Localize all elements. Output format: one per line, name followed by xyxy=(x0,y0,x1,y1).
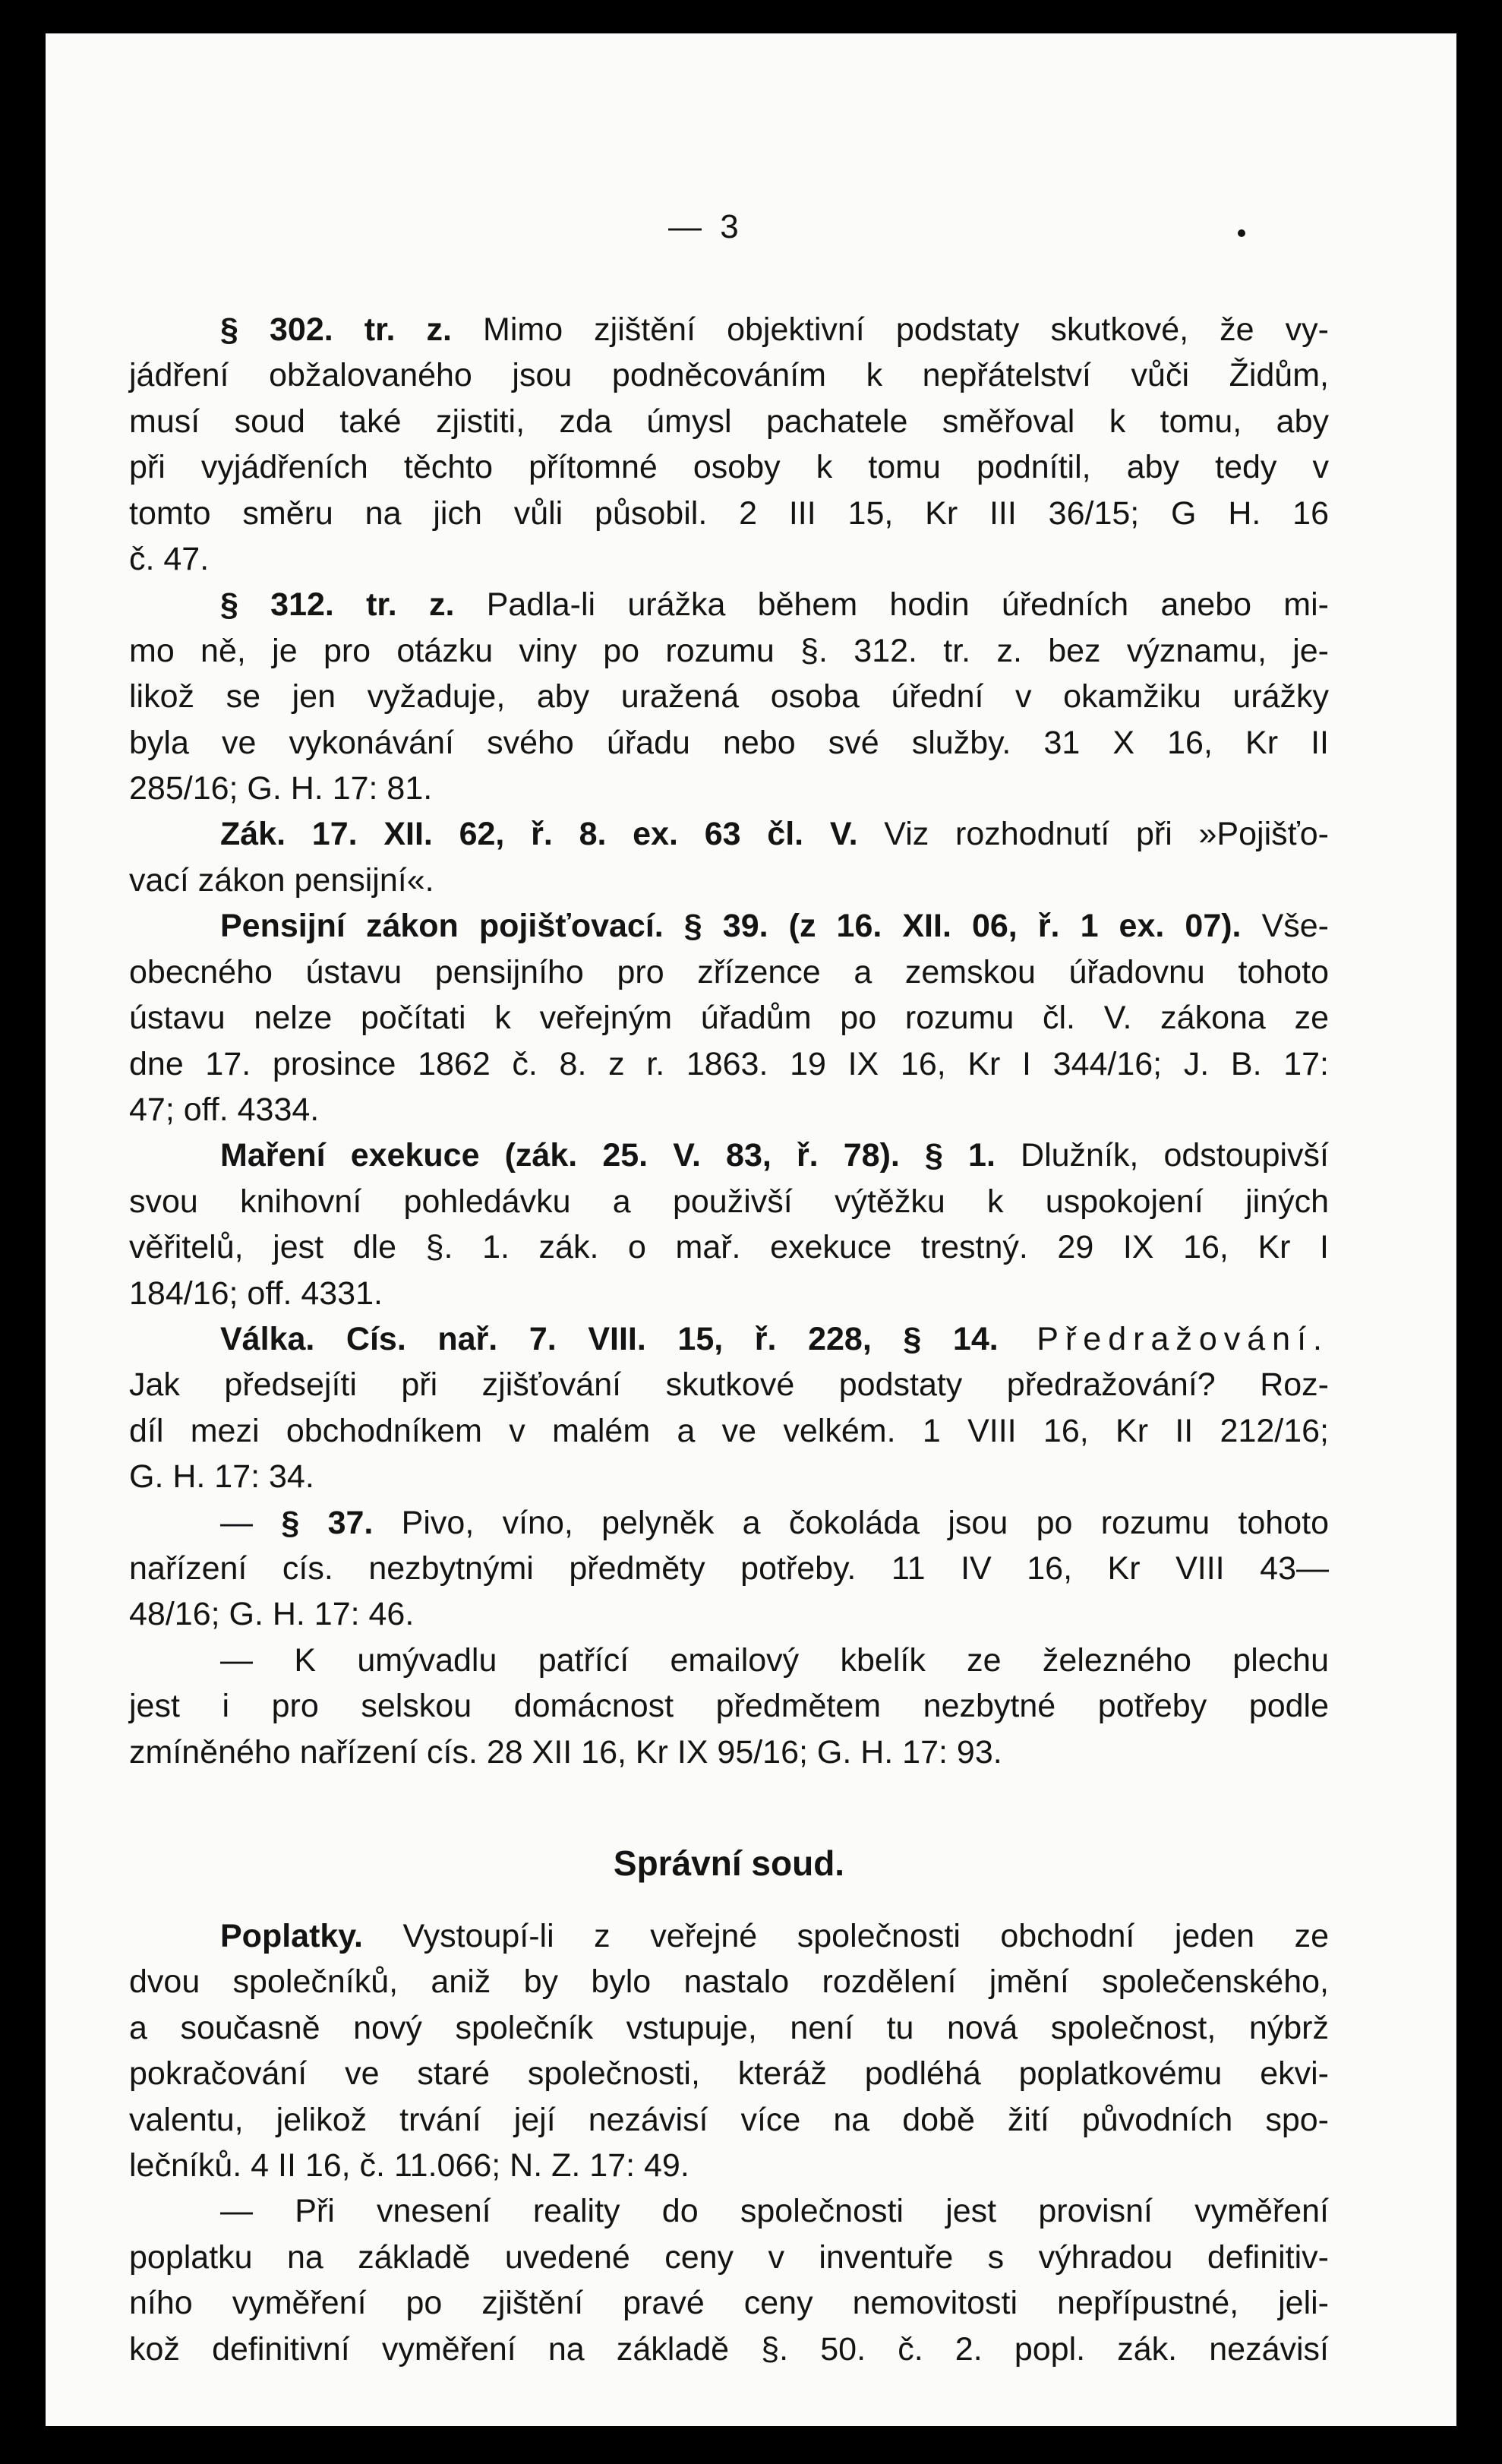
text-line xyxy=(129,2051,1329,2096)
bold-reference: § 312. tr. z. xyxy=(220,586,455,624)
text-line xyxy=(129,1730,1329,1775)
bold-reference: Maření exekuce (zák. 25. V. 83, ř. 78). § 1. xyxy=(220,1137,996,1174)
text-line xyxy=(129,1041,1329,1087)
text-line xyxy=(129,582,1329,627)
bold-reference: Pensijní zákon pojišťovací. § 39. (z 16. XII. 06, ř. 1 ex. 07). xyxy=(220,908,1242,945)
line-text: G. H. 17: 34. xyxy=(129,1458,314,1496)
ink-dot xyxy=(1238,229,1245,237)
line-text: valentu, jelikož trvání její nezávisí více na době žití původních spo- xyxy=(129,2101,1329,2138)
bold-reference: § 302. tr. z. xyxy=(220,311,452,348)
text-line xyxy=(129,1591,1329,1637)
text-line xyxy=(129,811,1329,857)
text-line xyxy=(129,720,1329,766)
line-text: mo ně, je pro otázku viny po rozumu §. 312. tr. z. bez významu, je- xyxy=(129,632,1329,669)
text-line xyxy=(129,1959,1329,2004)
line-text: poplatku na základě uvedené ceny v inventuře s výhradou definitiv- xyxy=(129,2238,1329,2276)
text-line xyxy=(129,949,1329,995)
line-text: obecného ústavu pensijního pro zřízence a zemskou úřadovnu tohoto xyxy=(129,953,1329,990)
text-line xyxy=(129,2097,1329,2143)
line-text: díl mezi obchodníkem v malém a ve velkém. 1 VIII 16, Kr II 212/16; xyxy=(129,1412,1329,1449)
line-text: kož definitivní vyměření na základě §. 50. č. 2. popl. zák. nezávisí xyxy=(129,2330,1329,2368)
criminal-law-entries xyxy=(129,307,1329,1775)
text-line xyxy=(129,1132,1329,1178)
line-text: dvou společníků, aniž by bylo nastalo rozdělení jmění společenského, xyxy=(129,1963,1329,2001)
line-text: pokračování ve staré společnosti, kteráž podléhá poplatkovému ekvi- xyxy=(129,2055,1329,2093)
line-text: č. 47. xyxy=(129,541,210,578)
line-text: — K umývadlu patřící emailový kbelík ze železného plechu xyxy=(220,1641,1329,1679)
text-line xyxy=(129,2280,1329,2326)
line-text: 184/16; off. 4331. xyxy=(129,1275,383,1312)
line-text: Pivo, víno, pelyněk a čokoláda jsou po rozumu tohoto xyxy=(373,1504,1329,1541)
line-text: zmíněného nařízení cís. 28 XII 16, Kr IX 95/16; G. H. 17: 93. xyxy=(129,1733,1002,1771)
text-line xyxy=(129,1271,1329,1316)
line-text: Vše- xyxy=(1241,908,1329,945)
scanned-page xyxy=(46,33,1456,2426)
text-line xyxy=(129,1454,1329,1499)
line-text: svou knihovní pohledávku a použivší výtěžku k uspokojení jiných xyxy=(129,1183,1329,1220)
bold-reference: Válka. Cís. nař. 7. VIII. 15, ř. 228, § 14. xyxy=(220,1320,999,1357)
line-text: a současně nový společník vstupuje, není tu nová společnost, nýbrž xyxy=(129,2009,1329,2046)
line-text: nařízení cís. nezbytnými předměty potřeby. 11 IV 16, Kr VIII 43— xyxy=(129,1549,1329,1587)
administrative-court-entries xyxy=(129,1913,1329,2372)
text-line xyxy=(129,352,1329,398)
text-line xyxy=(129,1179,1329,1224)
text-line xyxy=(129,1500,1329,1546)
text-line xyxy=(129,628,1329,674)
line-text: vací zákon pensijní«. xyxy=(129,861,434,899)
text-line xyxy=(129,536,1329,582)
text-line xyxy=(129,766,1329,811)
line-text: Padla-li urážka během hodin úředních anebo mi- xyxy=(454,586,1329,624)
line-text: jádření obžalovaného jsou podněcováním k nepřátelství vůči Židům, xyxy=(129,357,1329,394)
line-text: Dlužník, odstoupivší xyxy=(995,1137,1329,1174)
line-text: lečníků. 4 II 16, č. 11.066; N. Z. 17: 49. xyxy=(129,2147,689,2184)
text-line xyxy=(129,2188,1329,2234)
line-text: jest i pro selskou domácnost předmětem nezbytné potřeby podle xyxy=(129,1688,1329,1725)
text-line xyxy=(129,995,1329,1041)
text-line xyxy=(129,2005,1329,2051)
text-line xyxy=(129,444,1329,490)
text-line xyxy=(129,903,1329,949)
line-text: Předražování. xyxy=(998,1320,1329,1357)
line-text: byla ve vykonávání svého úřadu nebo své služby. 31 X 16, Kr II xyxy=(129,724,1329,761)
section-heading: Správní soud. xyxy=(613,1843,845,1883)
text-line xyxy=(129,674,1329,719)
text-line xyxy=(129,1683,1329,1729)
line-text: tomto směru na jich vůli působil. 2 III 15, Kr III 36/15; G H. 16 xyxy=(129,494,1329,532)
line-text: 285/16; G. H. 17: 81. xyxy=(129,770,433,807)
bold-reference: § 37. xyxy=(281,1504,374,1541)
line-text: Viz rozhodnutí při »Pojišťo- xyxy=(857,816,1329,853)
text-line xyxy=(129,2143,1329,2188)
line-text: Vystoupí-li z veřejné společnosti obchodní jeden ze xyxy=(362,1918,1329,1954)
line-text: Mimo zjištění objektivní podstaty skutkové, že vy- xyxy=(451,311,1329,348)
line-text: věřitelů, jest dle §. 1. zák. o mař. exekuce trestný. 29 IX 16, Kr I xyxy=(129,1229,1329,1266)
text-line xyxy=(129,1087,1329,1132)
line-text: 47; off. 4334. xyxy=(129,1091,320,1128)
line-text: Jak předsejíti při zjišťování skutkové podstaty předražování? Roz- xyxy=(129,1366,1329,1404)
text-line xyxy=(129,2327,1329,2372)
text-line xyxy=(129,1224,1329,1270)
text-line xyxy=(129,1362,1329,1407)
dash: — xyxy=(220,1504,282,1541)
page-body xyxy=(129,307,1329,2372)
line-text: musí soud také zjistiti, zda úmysl pachatele směřoval k tomu, aby xyxy=(129,403,1329,440)
line-text: dne 17. prosince 1862 č. 8. z r. 1863. 19 IX 16, Kr I 344/16; J. B. 17: xyxy=(129,1045,1329,1082)
text-line xyxy=(129,1316,1329,1362)
text-line xyxy=(129,1913,1329,1959)
line-text: likož se jen vyžaduje, aby uražená osoba úřední v okamžiku urážky xyxy=(129,678,1329,716)
page-number: — 3 xyxy=(668,208,743,245)
text-line xyxy=(129,307,1329,352)
text-line xyxy=(129,1638,1329,1683)
line-text: — Při vnesení reality do společnosti jest provisní vyměření xyxy=(220,2193,1329,2230)
text-line xyxy=(129,1546,1329,1591)
line-text: 48/16; G. H. 17: 46. xyxy=(129,1596,415,1633)
text-line xyxy=(129,399,1329,444)
text-line xyxy=(129,858,1329,903)
text-line xyxy=(129,491,1329,536)
bold-reference: Poplatky. xyxy=(220,1918,363,1954)
bold-reference: Zák. 17. XII. 62, ř. 8. ex. 63 čl. V. xyxy=(220,816,858,853)
line-text: při vyjádřeních těchto přítomné osoby k tomu podnítil, aby tedy v xyxy=(129,449,1329,486)
text-line xyxy=(129,1408,1329,1454)
text-line xyxy=(129,2235,1329,2280)
line-text: ního vyměření po zjištění pravé ceny nemovitosti nepřípustné, jeli- xyxy=(129,2285,1329,2322)
page-header xyxy=(46,208,1456,254)
line-text: ústavu nelze počítati k veřejným úřadům po rozumu čl. V. zákona ze xyxy=(129,1000,1329,1037)
